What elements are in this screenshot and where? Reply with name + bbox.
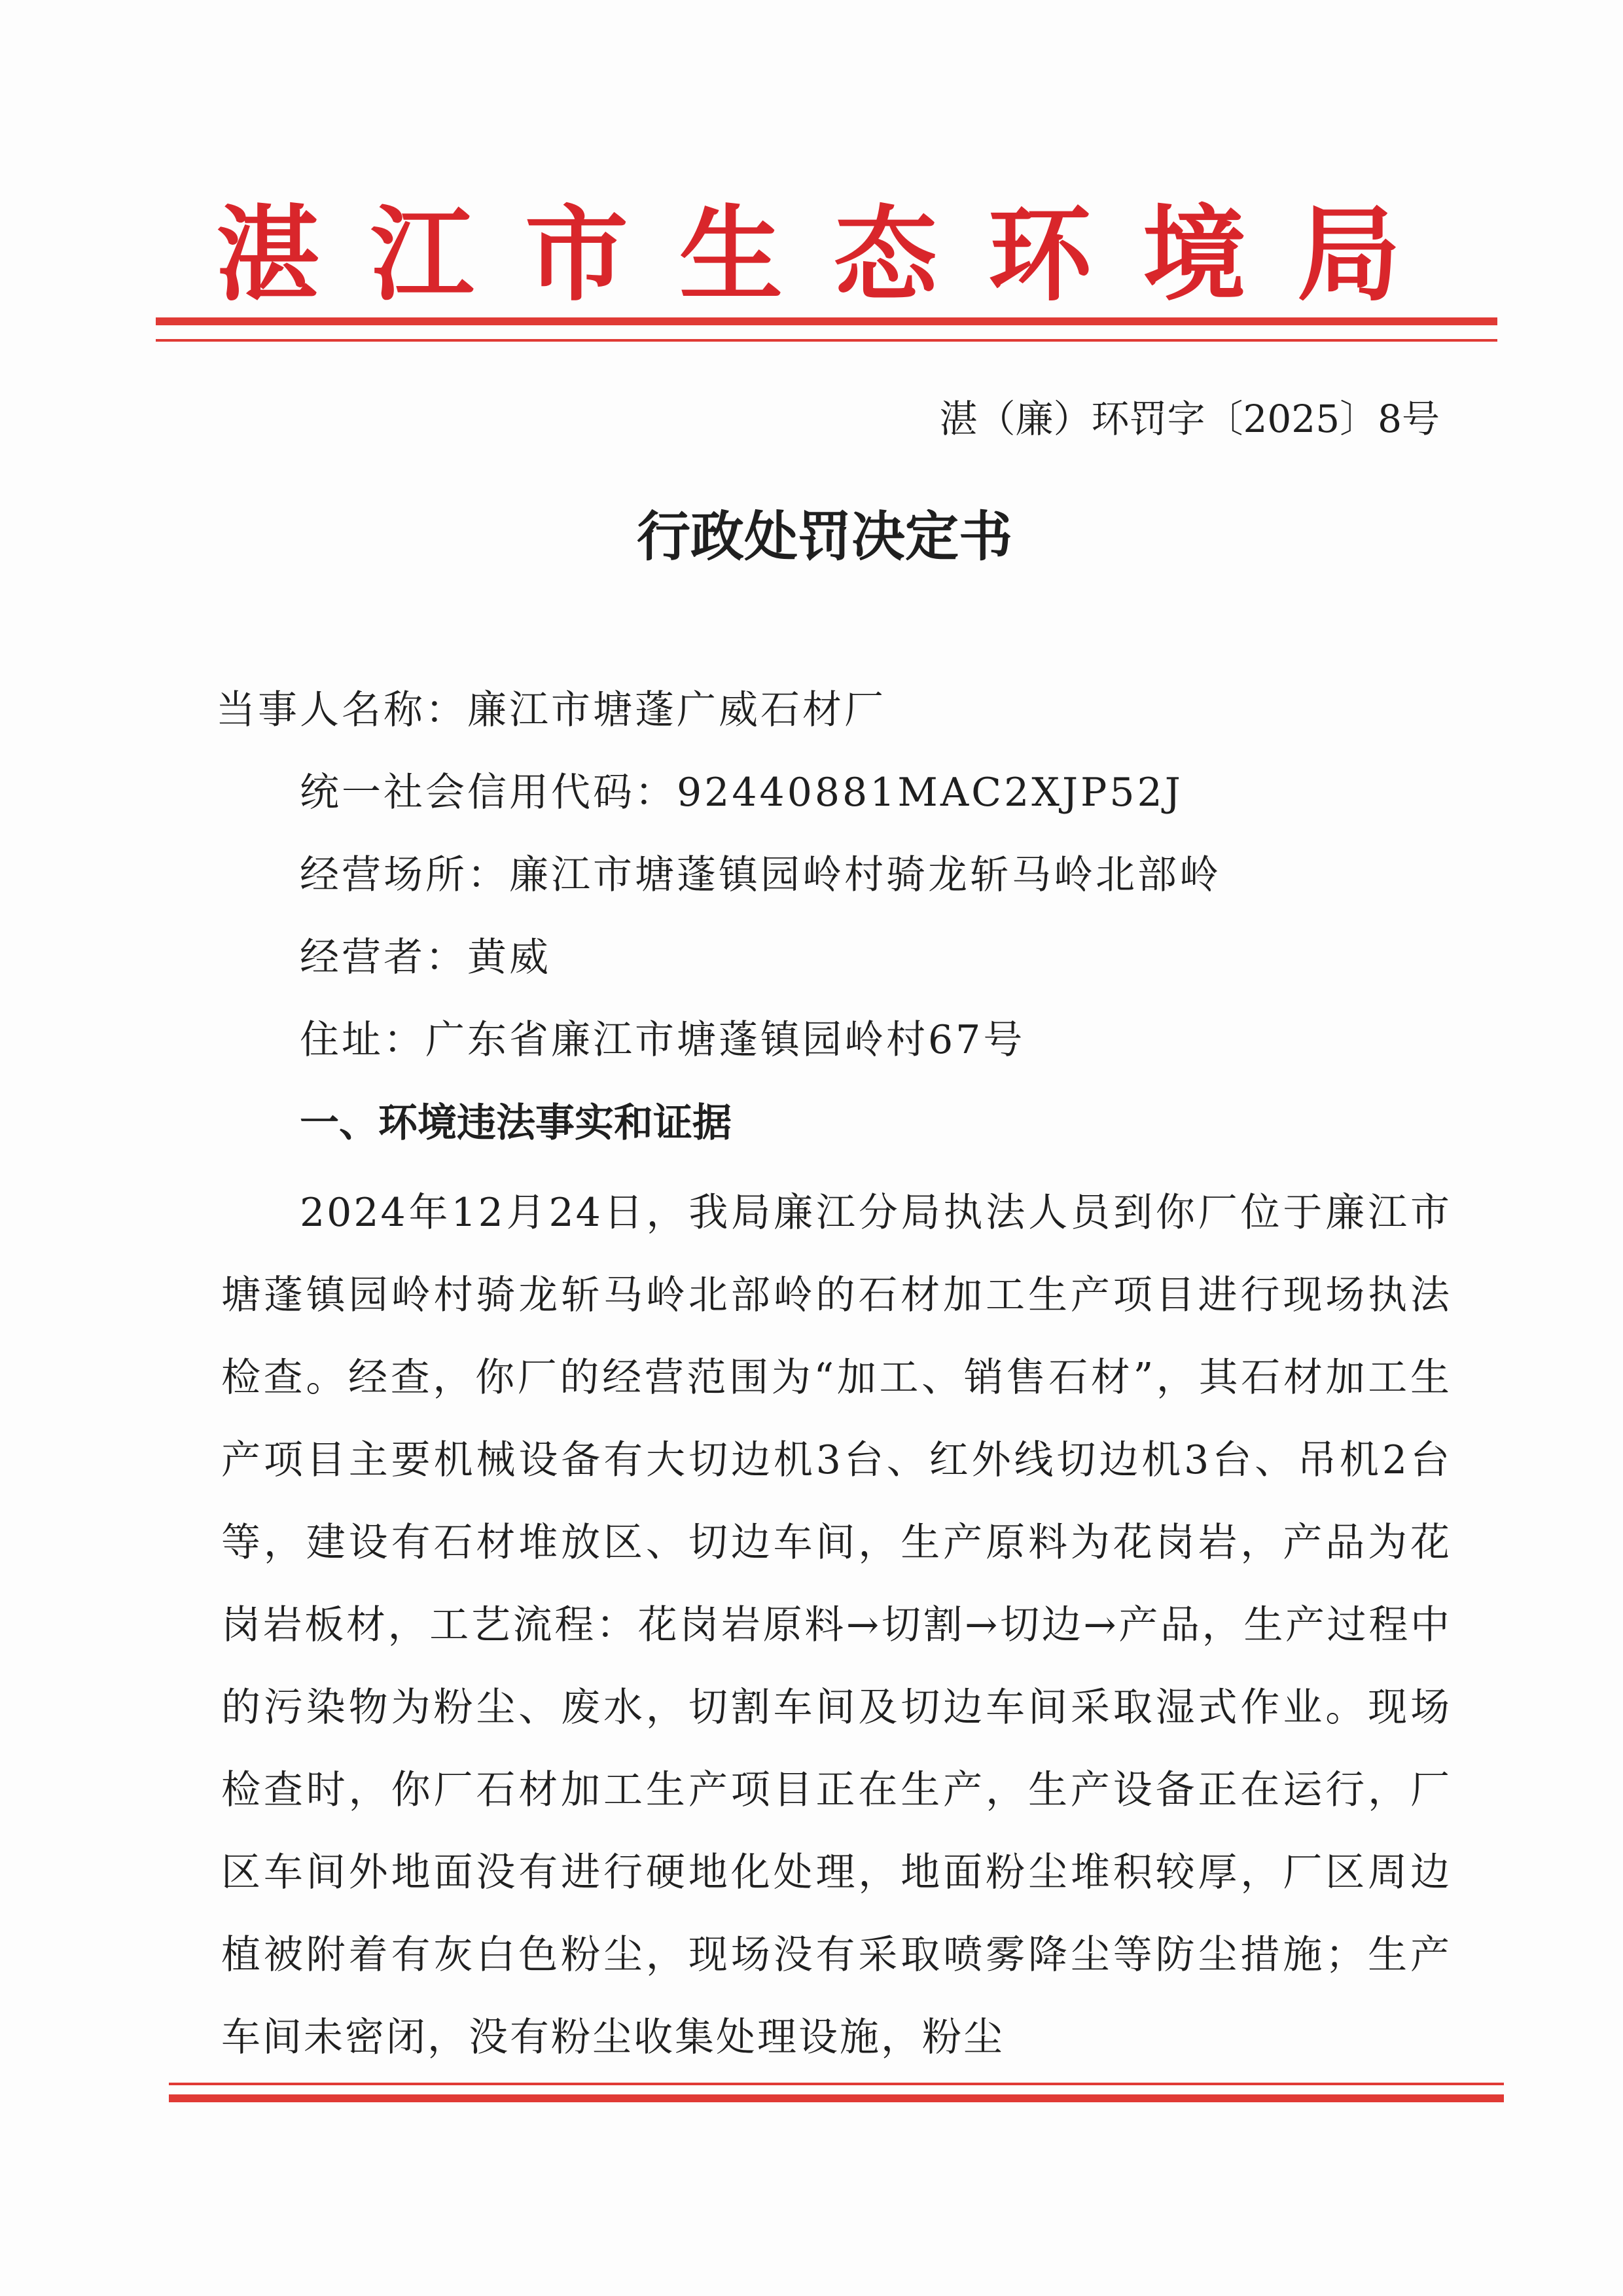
party-name: 当事人名称：廉江市塘蓬广威石材厂	[216, 687, 886, 733]
document-title: 行政处罚决定书	[636, 505, 1012, 568]
section-paragraph-facts: 2024年12月24日，我局廉江分局执法人员到你厂位于廉江市塘蓬镇园岭村骑龙斩马岭北部岭的石材加工生产项目进行现场执法检查。经查，你厂的经营范围为“加工、销售石材”，其石材加工生产项目主要机械设备有大切边机3台、红外线切边机3台、吊机2台等，建设有石材堆放区、切边车间，生产原料为花岗岩，产品为花岗岩板材，工艺流程：花岗岩原料→切割→切边→产品，生产过程中的污染物为粉尘、废水，切割车间及切边车间采取湿式作业。现场检查时，你厂石材加工生产项目正在生产，生产设备正在运行，厂区车间外地面没有进行硬地化处理，地面粉尘堆积较厚，厂区周边植被附着有灰白色粉尘，现场没有采取喷雾降尘等防尘措施；生产车间未密闭，没有粉尘收集处理设施，粉尘	[221, 1190, 1452, 2060]
letterhead-divider-thin	[156, 339, 1497, 342]
party-address: 住址：广东省廉江市塘蓬镇园岭村67号	[300, 1017, 1026, 1063]
party-credit-code: 统一社会信用代码：92440881MAC2XJP52J	[300, 770, 1183, 816]
footer-divider-thick	[169, 2094, 1504, 2102]
letterhead-divider-thick	[156, 317, 1497, 325]
document-number: 湛（廉）环罚字〔2025〕8号	[939, 397, 1440, 441]
party-operator: 经营者：黄威	[300, 935, 551, 980]
section-heading-facts: 一、环境违法事实和证据	[300, 1100, 732, 1146]
party-premises: 经营场所：廉江市塘蓬镇园岭村骑龙斩马岭北部岭	[300, 852, 1221, 898]
footer-divider-thin	[169, 2083, 1504, 2085]
letterhead-agency-name: 湛江市生态环境局	[216, 194, 1452, 315]
